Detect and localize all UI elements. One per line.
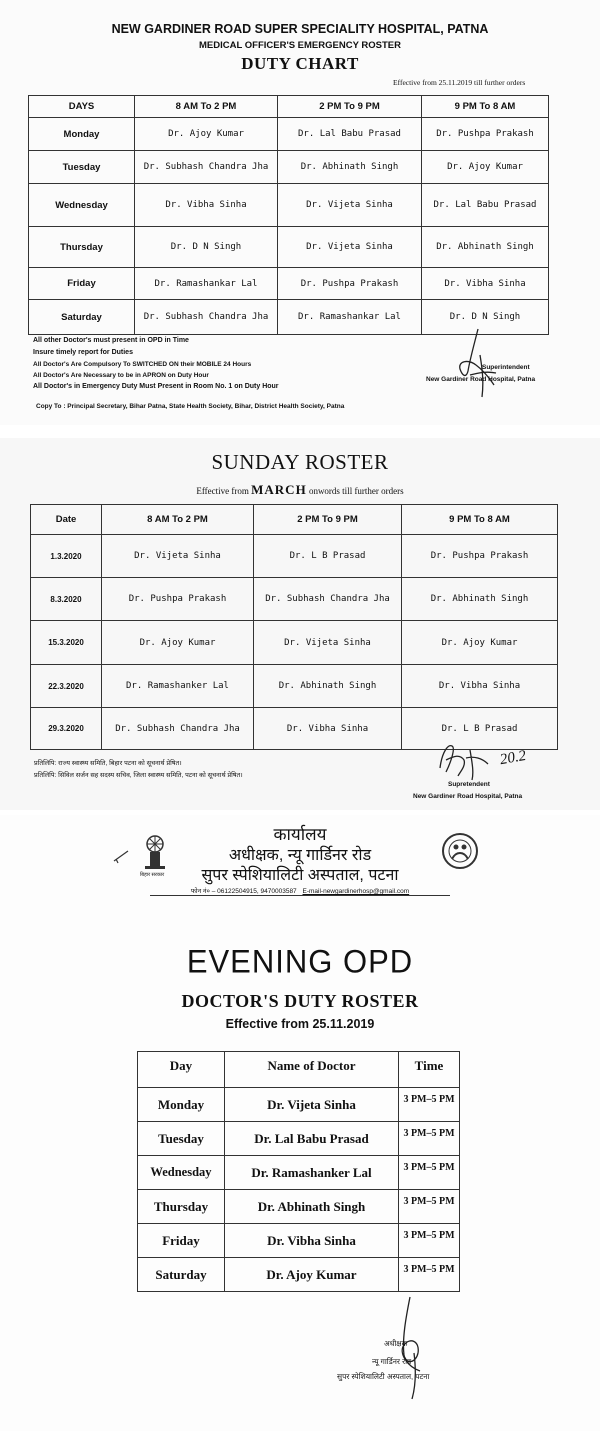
sunday-roster-title: SUNDAY ROSTER [211,450,389,474]
row-doctor: Dr. Lal Babu Prasad [225,1122,399,1156]
note-line: All Doctor's Are Compulsory To SWITCHED ON their MOBILE 24 Hours [33,361,252,368]
signature-place: New Gardiner Road Hospital, Patna [413,793,523,800]
copy-note: प्रतिलिपि: राज्य स्वास्थ्य समिति, बिहार पटना को सूचनार्थ प्रेषित। [34,760,182,767]
table-row [138,1088,460,1122]
sunday-effective [0,482,600,498]
evening-effective: Effective from 25.11.2019 [225,1017,375,1031]
table-row [29,227,549,268]
row-shift-2: Dr. Pushpa Prakash [278,268,422,300]
duty-chart-table [28,95,549,335]
table-row [138,1156,460,1190]
row-shift-3: Dr. Abhinath Singh [422,227,549,268]
row-date: 1.3.2020 [31,535,102,578]
header-time: Time [399,1052,460,1088]
effective-date: Effective from 25.11.2019 till further orders [393,78,526,87]
row-shift-2: Dr. Vijeta Sinha [278,227,422,268]
row-shift-3: Dr. Lal Babu Prasad [422,184,549,227]
row-date: 8.3.2020 [31,578,102,621]
row-time: 3 PM–5 PM [399,1224,460,1258]
row-shift-3: Dr. D N Singh [422,300,549,335]
copy-to: Copy To : Principal Secretary, Bihar Patna, State Health Society, Bihar, District Health Society, Patna [36,403,345,410]
sunday-roster-page [0,438,600,810]
row-day: Monday [29,118,135,151]
row-shift-2: Dr. Ramashankar Lal [278,300,422,335]
row-time: 3 PM–5 PM [399,1156,460,1190]
signature-place: New Gardiner Road Hospital, Patna [426,376,536,383]
row-shift-1: Dr. Pushpa Prakash [102,578,254,621]
row-shift-1: Dr. D N Singh [135,227,278,268]
row-shift-1: Dr. Ramashanker Lal [102,665,254,708]
row-shift-3: Dr. Ajoy Kumar [402,621,558,665]
row-shift-2: Dr. Vijeta Sinha [254,621,402,665]
row-doctor: Dr. Ramashanker Lal [225,1156,399,1190]
row-day: Tuesday [138,1122,225,1156]
effective-month: MARCH [251,482,307,497]
row-shift-1: Dr. Ajoy Kumar [102,621,254,665]
row-shift-1: Dr. Ramashankar Lal [135,268,278,300]
table-header-row [29,96,549,118]
note-line: Insure timely report for Duties [33,349,133,356]
row-shift-3: Dr. Pushpa Prakash [422,118,549,151]
row-time: 3 PM–5 PM [399,1258,460,1292]
row-time: 3 PM–5 PM [399,1190,460,1224]
row-shift-3: Dr. Ajoy Kumar [422,151,549,184]
table-header-row [138,1052,460,1088]
row-shift-2: Dr. Abhinath Singh [278,151,422,184]
signature-title: Supretendent [448,781,490,788]
table-row [138,1258,460,1292]
row-shift-2: Dr. Vibha Sinha [254,708,402,750]
table-header-row [31,505,558,535]
evening-opd-table [137,1051,460,1292]
row-day: Wednesday [29,184,135,227]
row-shift-1: Dr. Ajoy Kumar [135,118,278,151]
copy-note: प्रतिलिपि: सिविल सर्जन सह सदस्य सचिव, जिला स्वास्थ्य समिति, पटना को सूचनार्थ प्रेषित। [34,772,243,779]
row-doctor: Dr. Ajoy Kumar [225,1258,399,1292]
row-shift-3: Dr. Pushpa Prakash [402,535,558,578]
emblem-caption: बिहार सरकार [140,872,165,878]
row-date: 15.3.2020 [31,621,102,665]
duty-chart-page [0,0,600,425]
row-doctor: Dr. Vijeta Sinha [225,1088,399,1122]
row-doctor: Dr. Vibha Sinha [225,1224,399,1258]
row-shift-3: Dr. Vibha Sinha [402,665,558,708]
office-line-3: सुपर स्पेशियालिटी अस्पताल, पटना [201,867,399,884]
sign-line-1: अधीक्षक [384,1339,408,1348]
note-line: All other Doctor's must present in OPD in Time [33,337,189,344]
table-row [29,268,549,300]
header-divider [150,895,450,896]
row-date: 29.3.2020 [31,708,102,750]
duty-chart-title: DUTY CHART [241,54,359,73]
supretendent-signature [430,738,550,784]
row-day: Friday [29,268,135,300]
row-day: Wednesday [138,1156,225,1190]
row-shift-1: Dr. Subhash Chandra Jha [135,151,278,184]
row-shift-1: Dr. Vijeta Sinha [102,535,254,578]
evening-opd-page [0,815,600,1431]
row-doctor: Dr. Abhinath Singh [225,1190,399,1224]
row-day: Saturday [29,300,135,335]
table-row [31,578,558,621]
row-day: Friday [138,1224,225,1258]
signature-date: 20.2 [498,747,528,769]
header-date: Date [31,505,102,535]
header-shift-2: 2 PM To 9 PM [254,505,402,535]
row-shift-2: Dr. Vijeta Sinha [278,184,422,227]
effective-prefix: Effective from [196,486,249,496]
table-row [29,151,549,184]
header-shift-1: 8 AM To 2 PM [102,505,254,535]
hospital-name: NEW GARDINER ROAD SUPER SPECIALITY HOSPITAL, PATNA [111,22,489,36]
roster-subtitle: MEDICAL OFFICER'S EMERGENCY ROSTER [199,40,401,51]
row-shift-1: Dr. Subhash Chandra Jha [102,708,254,750]
row-day: Thursday [29,227,135,268]
note-line: All Doctor's Are Necessary to be in APRON on Duty Hour [33,372,209,379]
evening-opd-title: EVENING OPD [186,943,414,980]
row-shift-2: Dr. Abhinath Singh [254,665,402,708]
row-day: Tuesday [29,151,135,184]
sunday-roster-table [30,504,558,750]
table-row [31,535,558,578]
row-shift-2: Dr. Lal Babu Prasad [278,118,422,151]
table-row [29,184,549,227]
table-row [31,665,558,708]
row-shift-2: Dr. L B Prasad [254,535,402,578]
table-row [138,1122,460,1156]
row-date: 22.3.2020 [31,665,102,708]
table-row [138,1190,460,1224]
row-time: 3 PM–5 PM [399,1122,460,1156]
signature-title: Superintendent [482,364,530,371]
row-day: Thursday [138,1190,225,1224]
header-shift-3: 9 PM To 8 AM [422,96,549,118]
effective-suffix: onwords till further orders [308,486,404,496]
row-day: Monday [138,1088,225,1122]
evening-opd-subtitle: DOCTOR'S DUTY ROSTER [181,991,419,1011]
header-shift-1: 8 AM To 2 PM [135,96,278,118]
contact-phone: फोन नं० – 06122504915, 9470003587 [190,888,297,895]
sign-line-3: सुपर स्पेशियालिटी अस्पताल, पटना [337,1372,430,1381]
row-shift-1: Dr. Vibha Sinha [135,184,278,227]
contact-line [0,886,600,895]
row-shift-1: Dr. Subhash Chandra Jha [135,300,278,335]
contact-email: E-mail-newgardinerhosp@gmail.com [302,888,410,895]
row-day: Saturday [138,1258,225,1292]
row-shift-2: Dr. Subhash Chandra Jha [254,578,402,621]
row-time: 3 PM–5 PM [399,1088,460,1122]
office-heading: कार्यालय [273,825,327,844]
header-day: Day [138,1052,225,1088]
row-shift-3: Dr. Vibha Sinha [422,268,549,300]
office-line-2: अधीक्षक, न्यू गार्डिनर रोड [228,847,372,864]
table-row [31,621,558,665]
row-shift-3: Dr. Abhinath Singh [402,578,558,621]
header-shift-2: 2 PM To 9 PM [278,96,422,118]
row-shift-3: Dr. L B Prasad [402,708,558,750]
header-shift-3: 9 PM To 8 AM [402,505,558,535]
table-row [29,118,549,151]
table-row [138,1224,460,1258]
sign-line-2: न्यू गार्डिनर रोड [372,1357,412,1366]
header-days: DAYS [29,96,135,118]
note-line: All Doctor's in Emergency Duty Must Present in Room No. 1 on Duty Hour [33,383,279,390]
header-doctor: Name of Doctor [225,1052,399,1088]
